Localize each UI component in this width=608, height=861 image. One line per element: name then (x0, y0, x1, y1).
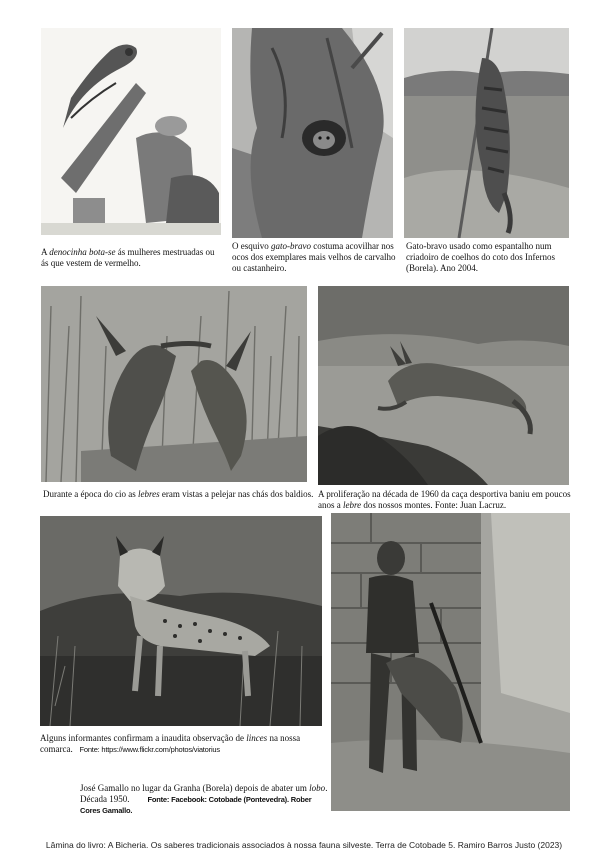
caption-wildcat-scarecrow: Gato-bravo usado como espantalho num criadoiro de coelhos do coto dos Infernos (Borela). Ano 2004. (406, 241, 555, 273)
lynx-source: Fonte: https://www.flickr.com/photos/viatorius (79, 745, 220, 754)
hunter-wolf-image (331, 513, 570, 811)
hare-running-image (318, 286, 569, 485)
caption-weasel: A denocinha bota-se ás mulheres mestruadas ou ás que vestem de vermelho. (41, 247, 215, 268)
lynx-image (40, 516, 322, 726)
caption-hare-running: A proliferação na década de 1960 da caça desportiva baniu em poucos anos a lebre dos nossos montes. Fonte: Juan Lacruz. (318, 489, 571, 510)
caption-wildcat-tree: O esquivo gato-bravo costuma acovilhar nos ocos dos exemplares mais velhos de carvalho ou castanheiro. (232, 241, 396, 273)
weasel-illustration-image (41, 28, 221, 235)
caption-lynx: Alguns informantes confirmam a inaudita observação de linces na nossa comarca. Fonte: https://www.flickr.com/photos/viatorius (40, 733, 301, 754)
page-footer: Lâmina do livro: A Bicheria. Os saberes tradicionais associados à nossa fauna silveste. Terra de Cotobade 5. Ramiro Barros Justo (2023) (45, 840, 563, 850)
caption-hunter-wolf: José Gamallo no lugar da Granha (Borela) depois de abater um lobo. Década 1950. Fonte: Facebook: Cotobade (Pontevedra). Rober Cores Gamallo. (80, 783, 328, 815)
hunter-wolf-source: Fonte: Facebook: Cotobade (Pontevedra). Rober Cores Gamallo. (80, 795, 312, 815)
wildcat-scarecrow-image (404, 28, 569, 238)
wildcat-tree-image (232, 28, 393, 238)
hares-boxing-image (41, 286, 307, 482)
caption-hares-boxing: Durante a época do cio as lebres eram vistas a pelejar nas chás dos baldios. (43, 489, 314, 499)
